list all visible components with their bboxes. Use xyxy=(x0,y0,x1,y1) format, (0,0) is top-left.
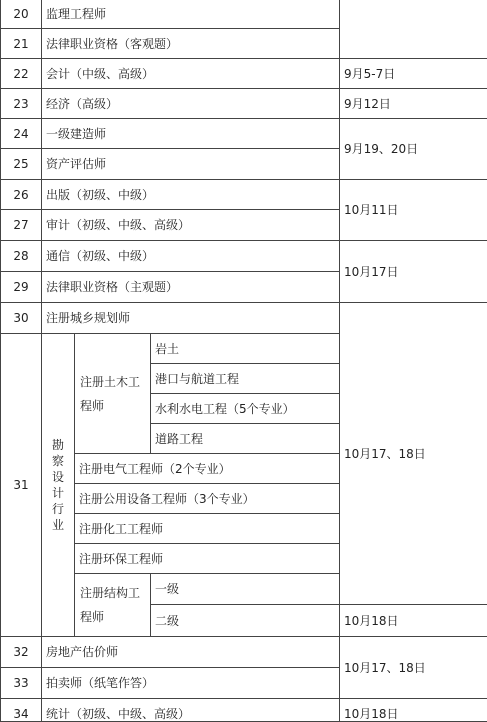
exam-name: 审计（初级、中级、高级） xyxy=(41,209,340,241)
exam-name: 注册电气工程师（2个专业） xyxy=(74,453,340,484)
category-char: 察 xyxy=(51,454,64,468)
row-number: 29 xyxy=(0,271,42,303)
row-number: 28 xyxy=(0,240,42,272)
exam-name: 法律职业资格（主观题） xyxy=(41,271,340,303)
structural-engineer-label: 注册结构工程师 xyxy=(74,573,151,637)
exam-name: 注册城乡规划师 xyxy=(41,302,340,334)
row-number: 25 xyxy=(0,148,42,180)
exam-name: 出版（初级、中级） xyxy=(41,179,340,210)
structural-level: 二级 xyxy=(150,604,340,637)
row-number: 33 xyxy=(0,667,42,699)
exam-name: 会计（中级、高级） xyxy=(41,58,340,89)
exam-date: 10月18日 xyxy=(339,604,487,637)
exam-date: 9月12日 xyxy=(339,88,487,119)
exam-name: 拍卖师（纸笔作答） xyxy=(41,667,340,699)
exam-date-cell xyxy=(339,0,487,59)
category-char: 设 xyxy=(51,470,64,484)
exam-name: 经济（高级） xyxy=(41,88,340,119)
exam-name: 资产评估师 xyxy=(41,148,340,180)
exam-name: 注册环保工程师 xyxy=(74,543,340,574)
exam-date: 9月5-7日 xyxy=(339,58,487,89)
row-number: 22 xyxy=(0,58,42,89)
category-char: 计 xyxy=(51,486,64,500)
exam-name: 房地产估价师 xyxy=(41,636,340,668)
civil-sub: 水利水电工程（5个专业） xyxy=(150,393,340,424)
row-number: 23 xyxy=(0,88,42,119)
exam-date: 10月18日 xyxy=(339,698,487,722)
category-survey-design xyxy=(41,333,75,637)
exam-name: 一级建造师 xyxy=(41,118,340,149)
exam-date: 10月17、18日 xyxy=(339,636,487,699)
row-number: 31 xyxy=(0,333,42,637)
exam-name: 注册化工工程师 xyxy=(74,513,340,544)
structural-level: 一级 xyxy=(150,573,340,605)
exam-name: 法律职业资格（客观题） xyxy=(41,28,340,59)
civil-sub: 道路工程 xyxy=(150,423,340,454)
row-number: 26 xyxy=(0,179,42,210)
civil-engineer-label: 注册土木工程师 xyxy=(74,333,151,454)
exam-name: 注册公用设备工程师（3个专业） xyxy=(74,483,340,514)
exam-name: 统计（初级、中级、高级） xyxy=(41,698,340,722)
row-number: 20 xyxy=(0,0,42,29)
row-number: 34 xyxy=(0,698,42,722)
exam-name: 监理工程师 xyxy=(41,0,340,29)
row-number: 27 xyxy=(0,209,42,241)
category-char: 勘 xyxy=(51,438,64,452)
row-number: 32 xyxy=(0,636,42,668)
exam-date: 9月19、20日 xyxy=(339,118,487,180)
exam-name: 通信（初级、中级） xyxy=(41,240,340,272)
row-number: 24 xyxy=(0,118,42,149)
row-number: 30 xyxy=(0,302,42,334)
category-char: 业 xyxy=(51,518,64,532)
row-number: 21 xyxy=(0,28,42,59)
category-char: 行 xyxy=(51,502,64,516)
exam-date: 10月11日 xyxy=(339,179,487,241)
civil-sub: 港口与航道工程 xyxy=(150,363,340,394)
exam-date: 10月17日 xyxy=(339,240,487,303)
civil-sub: 岩土 xyxy=(150,333,340,364)
exam-date: 10月17、18日 xyxy=(339,302,487,605)
